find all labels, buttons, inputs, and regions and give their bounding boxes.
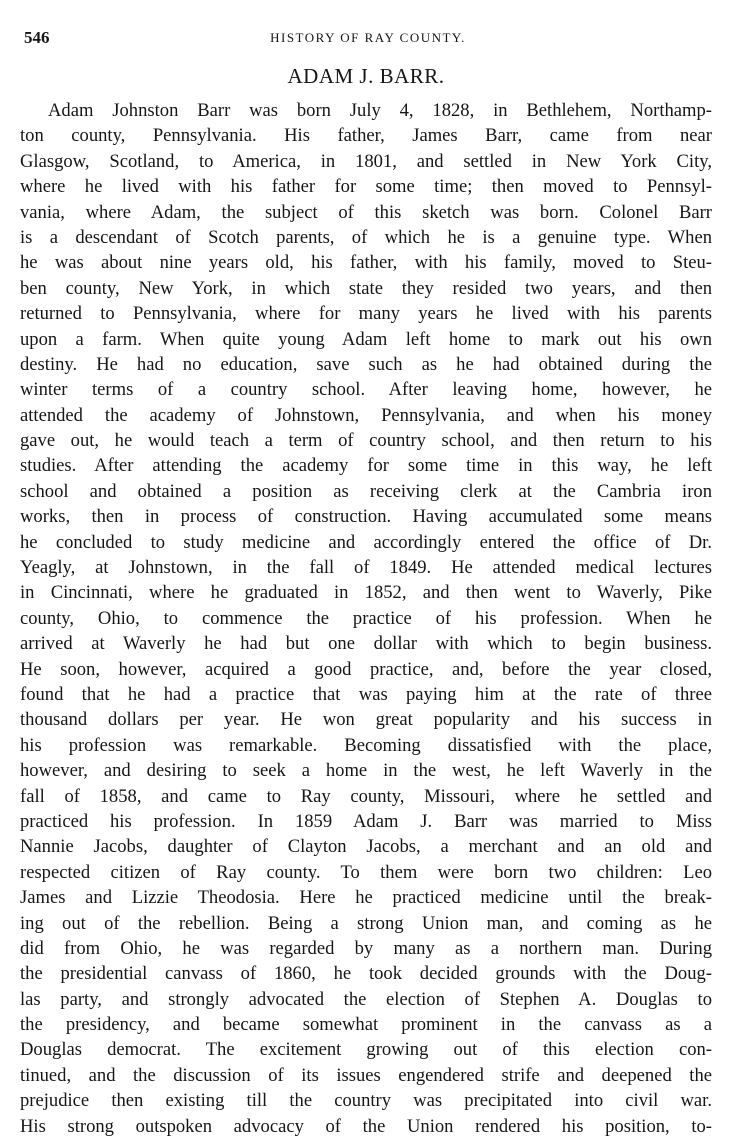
text-line: practiced his profession. In 1859 Adam J. Barr was married to Miss (20, 810, 712, 832)
text-line: tinued, and the discussion of its issues engendered strife and deepened the (20, 1064, 712, 1086)
text-line: the presidency, and became somewhat prominent in the canvass as a (20, 1014, 712, 1036)
text-line: destiny. He had no education, save such as he had obtained during the (20, 353, 712, 375)
text-line: arrived at Waverly he had but one dollar with which to begin business. (20, 633, 712, 655)
text-line: studies. After attending the academy for some time in this way, he left (20, 455, 712, 477)
text-line: James and Lizzie Theodosia. Here he practiced medicine until the break- (20, 887, 712, 909)
text-line: He soon, however, acquired a good practice, and, before the year closed, (20, 658, 712, 680)
page-header (24, 28, 712, 48)
text-line: Glasgow, Scotland, to America, in 1801, and settled in New York City, (20, 150, 712, 172)
text-line: His strong outspoken advocacy of the Union rendered his position, to- (20, 1115, 712, 1137)
text-line: school and obtained a position as receiving clerk at the Cambria iron (20, 480, 712, 502)
text-line: respected citizen of Ray county. To them were born two children: Leo (20, 861, 712, 883)
text-line: did from Ohio, he was regarded by many as a northern man. During (20, 937, 712, 959)
text-line: where he lived with his father for some time; then moved to Pennsyl- (20, 176, 712, 198)
section-title: ADAM J. BARR. (287, 64, 445, 88)
text-line: Nannie Jacobs, daughter of Clayton Jacobs, a merchant and an old and (20, 836, 712, 858)
page-number: 546 (24, 28, 50, 47)
text-line: las party, and strongly advocated the election of Stephen A. Douglas to (20, 988, 712, 1010)
text-line: fall of 1858, and came to Ray county, Missouri, where he settled and (20, 785, 712, 807)
text-line: is a descendant of Scotch parents, of which he is a genuine type. When (20, 226, 712, 248)
text-line: found that he had a practice that was paying him at the rate of three (20, 683, 712, 705)
text-line: thousand dollars per year. He won great popularity and his success in (20, 709, 712, 731)
text-line: returned to Pennsylvania, where for many years he lived with his parents (20, 303, 712, 325)
text-line: in Cincinnati, where he graduated in 1852, and then went to Waverly, Pike (20, 582, 712, 604)
text-line: ing out of the rebellion. Being a strong Union man, and coming as he (20, 912, 712, 934)
text-line: the presidential canvass of 1860, he took decided grounds with the Doug- (20, 963, 712, 985)
text-line: he was about nine years old, his father, with his family, moved to Steu- (20, 252, 712, 274)
text-line: works, then in process of construction. Having accumulated some means (20, 506, 712, 528)
running-title: HISTORY OF RAY COUNTY. (270, 30, 466, 45)
body-text (20, 98, 712, 1139)
text-line: winter terms of a country school. After leaving home, however, he (20, 379, 712, 401)
text-line: ben county, New York, in which state they resided two years, and then (20, 277, 712, 299)
text-line: upon a farm. When quite young Adam left home to mark out his own (20, 328, 712, 350)
text-line: ton county, Pennsylvania. His father, James Barr, came from near (20, 125, 712, 147)
text-line: attended the academy of Johnstown, Pennsylvania, and when his money (20, 404, 712, 426)
text-line: vania, where Adam, the subject of this sketch was born. Colonel Barr (20, 201, 712, 223)
text-line: Douglas democrat. The excitement growing out of this election con- (20, 1039, 712, 1061)
text-line: county, Ohio, to commence the practice of his profession. When he (20, 607, 712, 629)
text-line: Adam Johnston Barr was born July 4, 1828, in Bethlehem, Northamp- (48, 100, 712, 121)
text-line: he concluded to study medicine and accordingly entered the office of Dr. (20, 531, 712, 553)
text-line: however, and desiring to seek a home in the west, he left Waverly in the (20, 760, 712, 782)
text-line: Yeagly, at Johnstown, in the fall of 1849. He attended medical lectures (20, 557, 712, 579)
text-line: his profession was remarkable. Becoming dissatisfied with the place, (20, 734, 712, 756)
text-line: gave out, he would teach a term of country school, and then return to his (20, 430, 712, 452)
text-line: prejudice then existing till the country was precipitated into civil war. (20, 1090, 712, 1112)
